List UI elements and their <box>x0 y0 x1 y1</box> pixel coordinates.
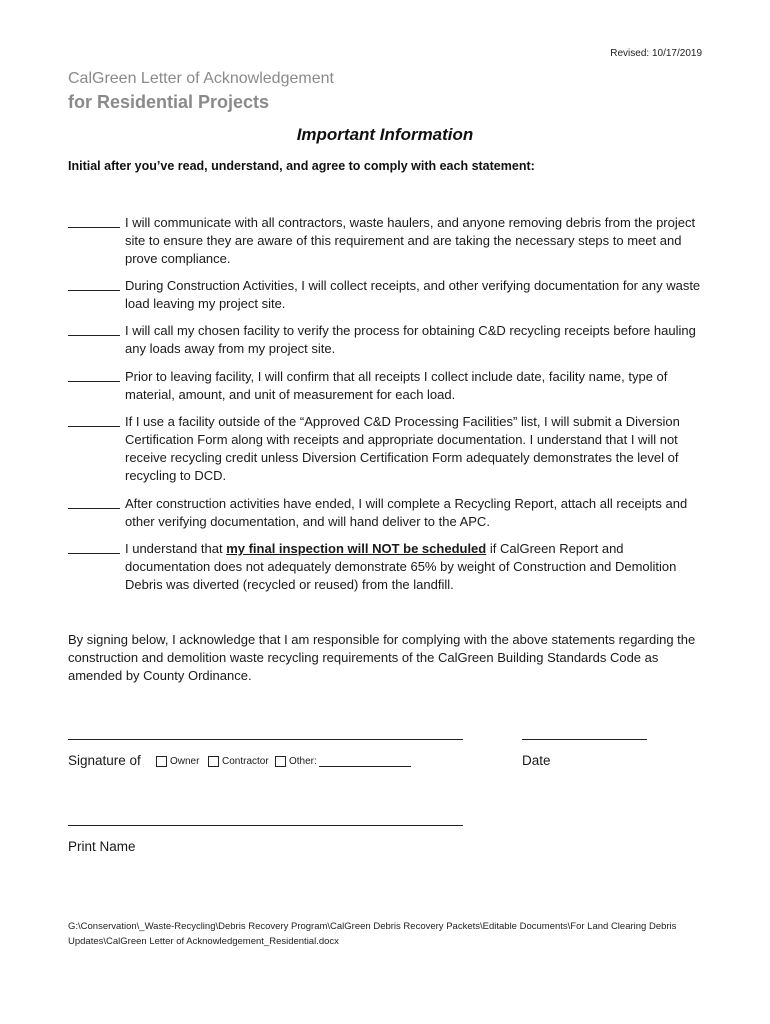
statement-text-pre: I understand that <box>125 541 227 556</box>
initial-blank[interactable] <box>68 540 120 554</box>
initial-blank[interactable] <box>68 277 120 291</box>
contractor-checkbox[interactable] <box>208 756 269 767</box>
statement-text: Prior to leaving facility, I will confirm that all receipts I collect include date, facility name, type of material, amount, and unit of measurement for each load. <box>125 369 668 402</box>
section-heading: Important Information <box>296 125 474 144</box>
document-title: CalGreen Letter of Acknowledgement <box>68 70 334 87</box>
statement-text: I will communicate with all contractors, waste haulers, and anyone removing debris from the project site to ensure they are aware of this requirement and are taking the necessary steps to meet and prove compliance. <box>125 215 696 266</box>
statement-item <box>68 540 708 594</box>
file-path-footer: G:\Conservation\_Waste-Recycling\Debris Recovery Program\CalGreen Debris Recovery Packets\Editable Documents\For Land Clearing Debris Updates\CalGreen Letter of Acknowledgement_Residential.docx <box>68 921 677 947</box>
signature-label: Signature of <box>68 753 141 768</box>
statement-text-post: if CalGreen Report and documentation does not adequately demonstrate 65% by weight of Construction and Demolition Debris was diverted (recycled or reused) from the landfill. <box>125 541 677 592</box>
other-checkbox[interactable] <box>275 756 411 767</box>
statement-text: I will call my chosen facility to verify the process for obtaining C&D recycling receipts before hauling any loads away from my project site. <box>125 323 696 356</box>
checkbox-icon[interactable] <box>275 756 286 767</box>
document-subtitle: for Residential Projects <box>68 92 270 112</box>
checkbox-icon[interactable] <box>208 756 219 767</box>
statement-text: After construction activities have ended, I will complete a Recycling Report, attach all receipts and other verifying documentation, and will hand deliver to the APC. <box>125 496 688 529</box>
other-label: Other: <box>289 756 317 767</box>
initial-blank[interactable] <box>68 495 120 509</box>
statement-item <box>68 413 708 485</box>
other-input-line[interactable] <box>319 757 411 767</box>
date-label: Date <box>522 753 551 768</box>
initial-blank[interactable] <box>68 413 120 427</box>
contractor-label: Contractor <box>222 756 269 767</box>
owner-label: Owner <box>170 756 200 767</box>
print-name-label: Print Name <box>68 839 136 854</box>
signature-line[interactable] <box>68 739 463 740</box>
acknowledgement-text: By signing below, I acknowledge that I am responsible for complying with the above statements regarding the construction and demolition waste recycling requirements of the CalGreen Building Standards Code as amended by County Ordinance. <box>68 632 696 683</box>
print-name-line[interactable] <box>68 825 463 826</box>
statement-item <box>68 322 708 358</box>
date-line[interactable] <box>522 739 647 740</box>
statement-text: During Construction Activities, I will collect receipts, and other verifying documentation for any waste load leaving my project site. <box>125 278 701 311</box>
statement-text: If I use a facility outside of the “Approved C&D Processing Facilities” list, I will submit a Diversion Certification Form along with receipts and appropriate documentation. I understand that I will not receive recycling credit unless Diversion Certification Form adequately demonstrates the level of recycling to DCD. <box>125 414 680 483</box>
initial-blank[interactable] <box>68 322 120 336</box>
statement-item <box>68 368 708 404</box>
initial-blank[interactable] <box>68 368 120 382</box>
owner-checkbox[interactable] <box>156 756 199 767</box>
initial-blank[interactable] <box>68 214 120 228</box>
revised-date: Revised: 10/17/2019 <box>610 48 702 59</box>
statement-item <box>68 277 708 313</box>
statement-text <box>125 540 708 594</box>
checkbox-icon[interactable] <box>156 756 167 767</box>
instruction-text: Initial after you’ve read, understand, and agree to comply with each statement: <box>68 159 535 173</box>
statement-emphasis: my final inspection will NOT be scheduled <box>226 541 487 556</box>
statement-item <box>68 495 708 531</box>
statement-item <box>68 214 708 268</box>
